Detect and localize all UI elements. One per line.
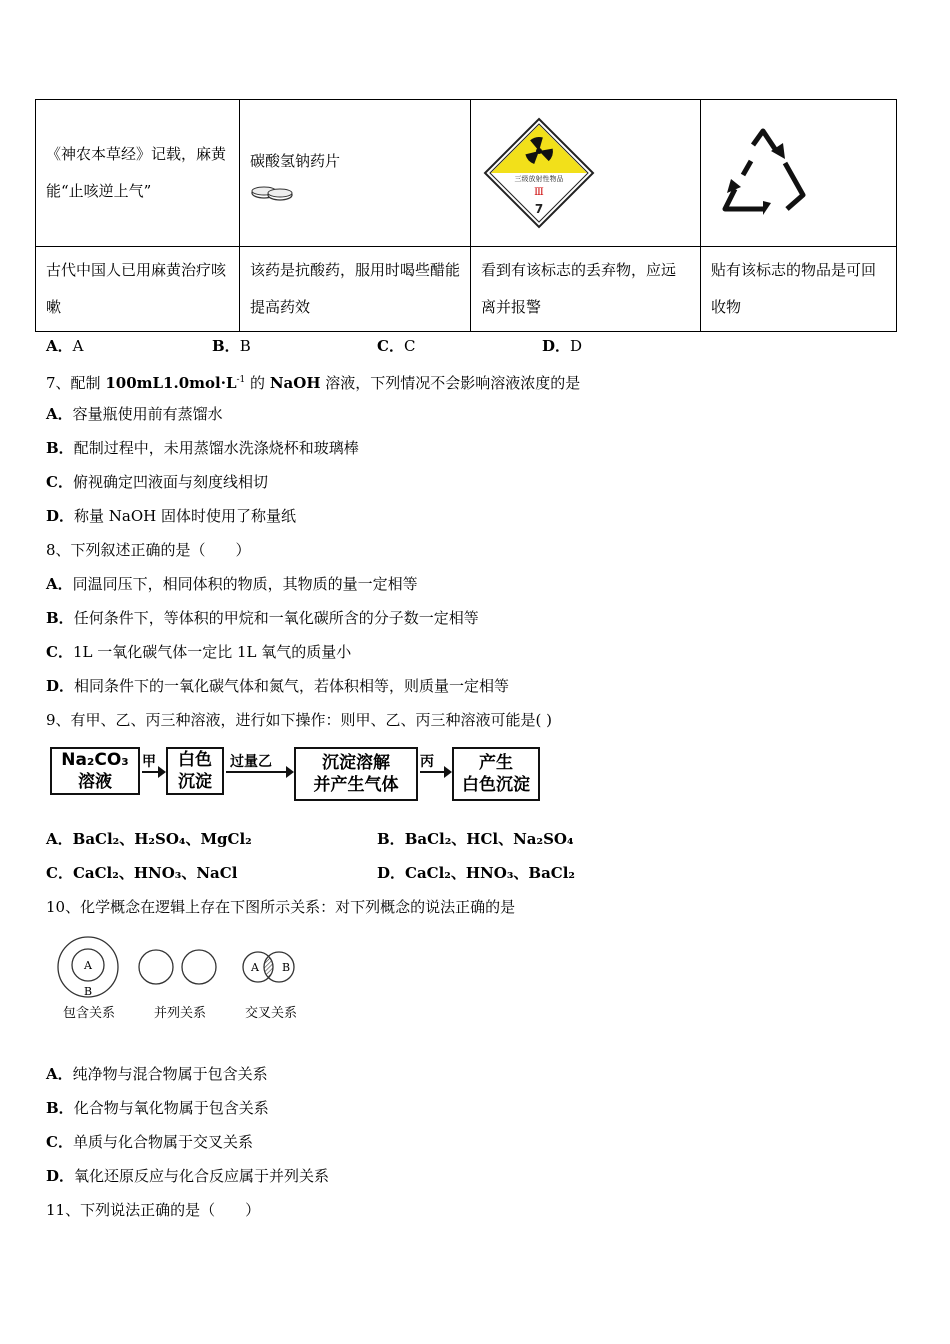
q9-option-d[interactable]: D．CaCl₂、HNO₃、BaCl₂ bbox=[377, 864, 576, 882]
q6-cell-pill bbox=[240, 100, 471, 247]
cell-text: 碳酸氢钠药片 bbox=[250, 151, 341, 170]
venn-label-a: A bbox=[84, 959, 92, 972]
q8-option-d[interactable]: D．相同条件下的一氧化碳气体和氮气，若体积相等，则质量一定相等 bbox=[46, 677, 510, 695]
recycle-icon bbox=[713, 123, 813, 223]
q9-flow-diagram bbox=[50, 743, 542, 805]
q10-option-b[interactable]: B．化合物与氧化物属于包含关系 bbox=[46, 1099, 269, 1117]
venn-label-b: B bbox=[83, 985, 93, 998]
q8-option-a[interactable]: A．同温同压下，相同体积的物质，其物质的量一定相等 bbox=[46, 575, 418, 593]
q10-option-a[interactable]: A．纯净物与混合物属于包含关系 bbox=[46, 1065, 268, 1083]
cell-text: 贴有该标志的物品是可回收物 bbox=[711, 261, 877, 316]
sign-class-number: 7 bbox=[534, 202, 544, 216]
venn-caption-parallel: 并列关系 bbox=[154, 1006, 207, 1021]
cell-text: 看到有该标志的丢弃物，应远离并报警 bbox=[481, 261, 677, 316]
q6-option-c[interactable]: C．C bbox=[377, 337, 416, 355]
cell-text: 该药是抗酸药，服用时喝些醋能提高药效 bbox=[250, 261, 461, 316]
q10-venn-diagram bbox=[55, 935, 315, 1025]
cell-text: 古代中国人已用麻黄治疗咳嗽 bbox=[46, 261, 227, 316]
flow-box-white-precipitate-2: 产生 白色沉淀 bbox=[452, 747, 540, 801]
q10-option-d[interactable]: D．氧化还原反应与化合反应属于并列关系 bbox=[46, 1167, 330, 1185]
venn-caption-inclusion: 包含关系 bbox=[63, 1006, 116, 1021]
cell-text: 《神农本草经》记载，麻黄能“止咳逆上气” bbox=[46, 145, 227, 200]
q6-option-b[interactable]: B．B bbox=[212, 337, 251, 355]
q6-cell-pill-desc bbox=[240, 247, 471, 332]
venn-shapes bbox=[55, 935, 315, 1001]
radioactive-sign-icon bbox=[483, 117, 595, 229]
flow-arrow-label: 丙 bbox=[420, 754, 434, 770]
q10-stem: 10、化学概念在逻辑上存在下图所示关系：对下列概念的说法正确的是 bbox=[46, 898, 516, 916]
flow-arrow bbox=[420, 771, 450, 773]
venn-caption-intersect: 交叉关系 bbox=[245, 1006, 298, 1021]
venn-label-a2: A bbox=[251, 961, 259, 974]
sign-category: Ⅲ bbox=[534, 187, 544, 198]
q9-option-a[interactable]: A．BaCl₂、H₂SO₄、MgCl₂ bbox=[46, 830, 252, 848]
q8-stem: 8、下列叙述正确的是（ ） bbox=[46, 541, 251, 559]
q6-cell-recycle-desc bbox=[701, 247, 897, 332]
q9-option-b[interactable]: B．BaCl₂、HCl、Na₂SO₄ bbox=[377, 830, 574, 848]
q7-option-c[interactable]: C．俯视确定凹液面与刻度线相切 bbox=[46, 473, 268, 491]
flow-arrow-label: 甲 bbox=[142, 754, 156, 770]
q7-option-a[interactable]: A．容量瓶使用前有蒸馏水 bbox=[46, 405, 223, 423]
q6-option-a[interactable]: A．A bbox=[46, 337, 84, 355]
q6-cell-radioactive-desc bbox=[471, 247, 701, 332]
q7-option-b[interactable]: B．配制过程中，未用蒸馏水洗涤烧杯和玻璃棒 bbox=[46, 439, 359, 457]
flow-arrow-label: 过量乙 bbox=[230, 754, 272, 770]
q6-option-d[interactable]: D．D bbox=[542, 337, 583, 355]
q9-option-c[interactable]: C．CaCl₂、HNO₃、NaCl bbox=[46, 864, 238, 882]
q7-stem: 7、配制 $100mL1.0mol\cdot L^{-1}$ 的 NaOH 溶液，下列情况不会影响溶液浓度的是 bbox=[46, 374, 581, 392]
q6-cell-ephedra bbox=[36, 100, 240, 247]
q9-stem: 9、有甲、乙、丙三种溶液，进行如下操作：则甲、乙、丙三种溶液可能是( ) bbox=[46, 711, 553, 729]
q8-option-b[interactable]: B．任何条件下，等体积的甲烷和一氧化碳所含的分子数一定相等 bbox=[46, 609, 479, 627]
q6-table-row bbox=[36, 100, 897, 247]
pill-tablets-icon bbox=[250, 182, 294, 204]
sign-caption: 三级放射性物品 bbox=[514, 175, 564, 183]
q11-stem: 11、下列说法正确的是（ ） bbox=[46, 1201, 261, 1219]
q6-table bbox=[35, 99, 897, 332]
q6-cell-radioactive bbox=[471, 100, 701, 247]
q6-cell-ephedra-desc bbox=[36, 247, 240, 332]
q7-option-d[interactable]: D．称量 NaOH 固体时使用了称量纸 bbox=[46, 507, 296, 525]
venn-label-b2: B bbox=[281, 961, 291, 974]
q6-table-row bbox=[36, 247, 897, 332]
flow-box-na2co3: Na₂CO₃ 溶液 bbox=[50, 747, 140, 795]
q10-option-c[interactable]: C．单质与化合物属于交叉关系 bbox=[46, 1133, 253, 1151]
flow-arrow bbox=[142, 771, 164, 773]
q8-option-c[interactable]: C．1L 一氧化碳气体一定比 1L 氧气的质量小 bbox=[46, 643, 352, 661]
flow-box-dissolve-gas: 沉淀溶解 并产生气体 bbox=[294, 747, 418, 801]
flow-arrow bbox=[226, 771, 292, 773]
flow-box-white-precipitate: 白色 沉淀 bbox=[166, 747, 224, 795]
q6-cell-recycle bbox=[701, 100, 897, 247]
